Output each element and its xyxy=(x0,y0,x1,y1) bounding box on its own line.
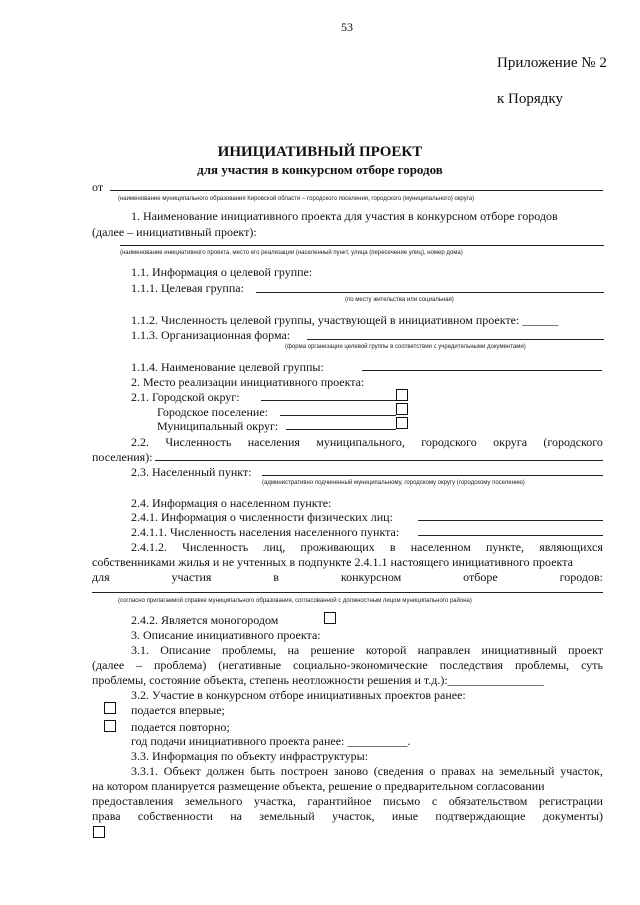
org-form-field-line[interactable] xyxy=(307,339,604,340)
item-2-1-city-district: 2.1. Городской округ: xyxy=(131,390,240,404)
item-3-3: 3.3. Информация по объекту инфраструктуры: xyxy=(131,749,369,763)
city-district-checkbox[interactable] xyxy=(396,389,408,401)
target-group-field-line[interactable] xyxy=(256,292,604,293)
population-field-line[interactable] xyxy=(155,460,603,461)
item-1-1-1: 1.1.1. Целевая группа: xyxy=(131,281,244,295)
item-2-4-1-2-line2: собственниками жилья и не учтенных в подпункте 2.4.1.1 настоящего инициативного проекта xyxy=(92,555,573,569)
item-2-4-1-1: 2.4.1.1. Численность населения населенного пункта: xyxy=(131,525,400,539)
individuals-field-line[interactable] xyxy=(418,520,603,521)
owners-count-field-line[interactable] xyxy=(92,592,603,593)
from-caption: (наименование муниципального образования Кировской области – городского поселения, городского (муниципального) округа) xyxy=(118,196,475,202)
item-1-1-4: 1.1.4. Наименование целевой группы: xyxy=(131,360,324,374)
item-1-title: 1. Наименование инициативного проекта для участия в конкурсном отборе городов xyxy=(131,209,558,223)
document-title: ИНИЦИАТИВНЫЙ ПРОЕКТ xyxy=(217,144,423,160)
from-label: от xyxy=(92,180,104,194)
item-3-1-line3: проблемы, состояние объекта, степень неотложности решения и т.д.):________________ xyxy=(92,673,544,687)
item-2: 2. Место реализации инициативного проекта: xyxy=(131,375,365,389)
urban-settlement-checkbox[interactable] xyxy=(396,403,408,415)
item-3-3-1-line2: на котором планируется размещение объекта, решение о предварительном согласовании xyxy=(92,779,545,793)
submitted-again-checkbox[interactable] xyxy=(104,720,116,732)
project-name-field-line[interactable] xyxy=(120,245,604,246)
item-2-4-1: 2.4.1. Информация о численности физических лиц: xyxy=(131,510,393,524)
item-1-1-3-caption: (форма организации целевой группы в соответствии с учредительными документами) xyxy=(285,344,526,350)
monotown-checkbox[interactable] xyxy=(324,612,336,624)
locality-field-line[interactable] xyxy=(262,475,603,476)
item-3-3-1-line3: предоставления земельного участка, гарантийное письмо с обязательством регистрации xyxy=(92,794,603,808)
item-2-2-line: 2.2. Численность населения муниципального, городского округа (городского xyxy=(131,435,603,449)
item-2-3-caption: (административно подчиненный муниципальному, городскому округу (городскому поселению) xyxy=(262,480,525,486)
item-3-2: 3.2. Участие в конкурсном отборе инициативных проектов ранее: xyxy=(131,688,466,702)
item-2-4: 2.4. Информация о населенном пункте: xyxy=(131,496,332,510)
item-3-1-line2: (далее – проблема) (негативные социально-экономические последствия проблемы, суть xyxy=(92,658,603,672)
item-2-4-2: 2.4.2. Является моногородом xyxy=(131,613,279,627)
item-1-1: 1.1. Информация о целевой группе: xyxy=(131,265,313,279)
appendix-label: Приложение № 2 xyxy=(497,55,607,71)
item-1-title-cont: (далее – инициативный проект): xyxy=(92,225,257,239)
item-1-1-3: 1.1.3. Организационная форма: xyxy=(131,328,291,342)
item-3: 3. Описание инициативного проекта: xyxy=(131,628,321,642)
item-2-3: 2.3. Населенный пункт: xyxy=(131,465,252,479)
from-field-line[interactable] xyxy=(110,190,603,191)
submitted-first-checkbox[interactable] xyxy=(104,702,116,714)
municipal-district-checkbox[interactable] xyxy=(396,417,408,429)
submitted-first-label: подается впервые; xyxy=(131,703,225,717)
item-2-2-cont: поселения): xyxy=(92,450,153,464)
item-1-1-2: 1.1.2. Численность целевой группы, участвующей в инициативном проекте: ______ xyxy=(131,313,559,327)
page-number: 53 xyxy=(341,20,353,34)
order-reference: к Порядку xyxy=(497,91,563,107)
item-2-1-municipal-district: Муниципальный округ: xyxy=(157,419,279,433)
item-1-1-1-caption: (по месту жительства или социальная) xyxy=(345,297,454,303)
item-2-4-1-2-caption: (согласно прилагаемой справке муниципального образования, согласованной с должностным лицом муниципального района) xyxy=(118,598,472,604)
locality-population-field-line[interactable] xyxy=(418,535,603,536)
item-3-2-year: год подачи инициативного проекта ранее: __________. xyxy=(131,734,411,748)
item-1-caption: (наименование инициативного проекта, место его реализации (населенный пункт, улица (пересечение улиц), номер дома) xyxy=(120,250,463,256)
item-3-3-1-line1: 3.3.1. Объект должен быть построен заново (сведения о правах на земельный участок, xyxy=(131,764,603,778)
submitted-again-label: подается повторно; xyxy=(131,720,230,734)
item-2-4-1-2-line1: 2.4.1.2. Численность лиц, проживающих в населенном пункте, являющихся xyxy=(131,540,603,554)
item-2-1-urban-settlement: Городское поселение: xyxy=(157,405,268,419)
item-3-1-line1: 3.1. Описание проблемы, на решение которой направлен инициативный проект xyxy=(131,643,603,657)
municipal-district-field-line[interactable] xyxy=(286,429,396,430)
new-construction-checkbox[interactable] xyxy=(93,826,105,838)
city-district-field-line[interactable] xyxy=(261,400,396,401)
item-3-3-1-line4: права собственности на земельный участок, иные подтверждающие документы) xyxy=(92,809,603,823)
group-name-field-line[interactable] xyxy=(362,370,602,371)
urban-settlement-field-line[interactable] xyxy=(280,415,396,416)
document-subtitle: для участия в конкурсном отборе городов xyxy=(197,162,443,177)
item-2-4-1-2-line3: для участия в конкурсном отборе городов: xyxy=(92,570,603,584)
